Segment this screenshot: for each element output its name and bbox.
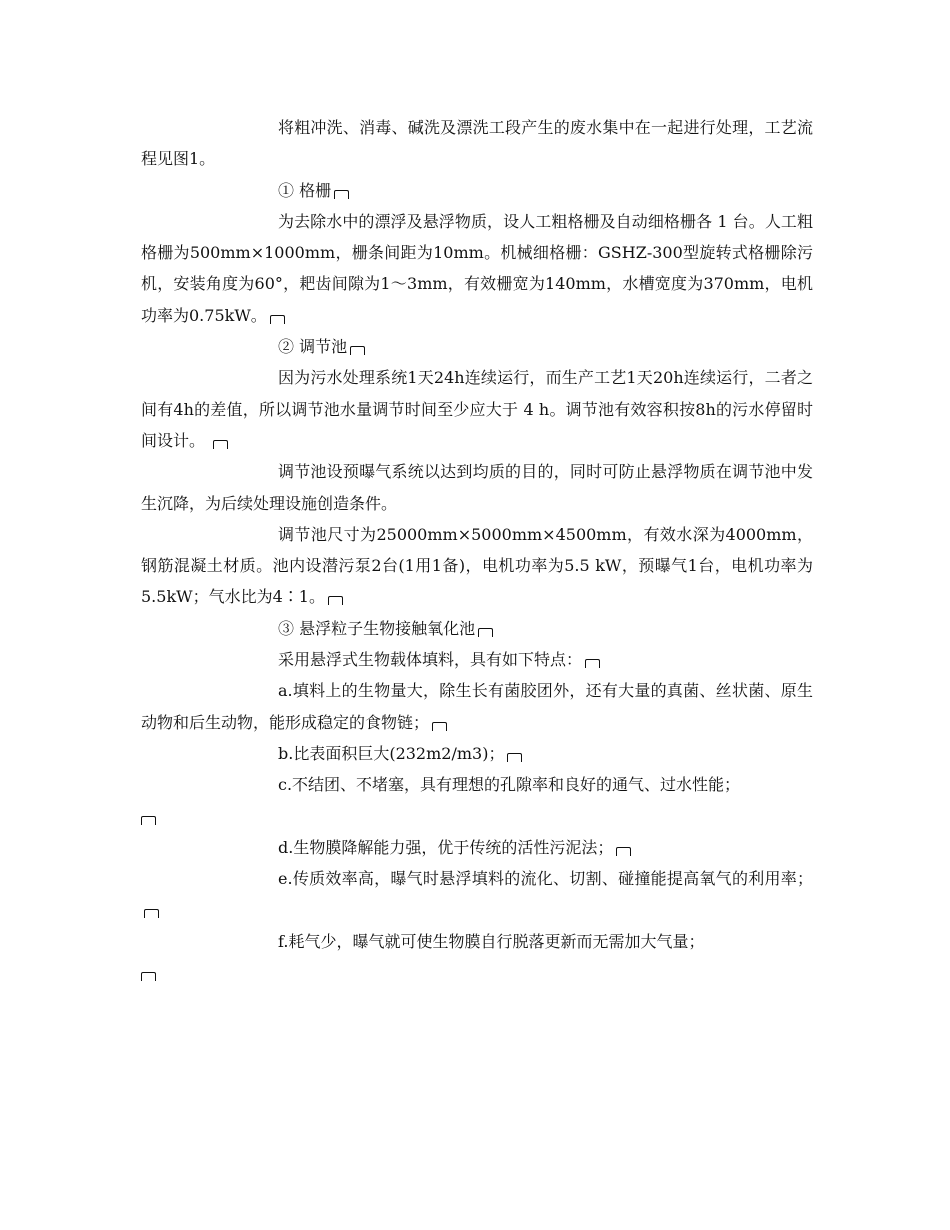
paragraph-mark-icon bbox=[141, 816, 156, 825]
paragraph-mark-icon bbox=[213, 440, 228, 449]
paragraph-mark-icon bbox=[616, 847, 631, 856]
list-item-f: f.耗气少，曝气就可使生物膜自行脱落更新而无需加大气量； bbox=[278, 931, 705, 951]
paragraph-mark-line bbox=[141, 801, 813, 832]
heading-regulating-tank: ② 调节池 bbox=[141, 331, 813, 362]
paragraph-tank-2: 调节池设预曝气系统以达到均质的目的，同时可防止悬浮物质在调节池中发生沉降，为后续处理设施创造条件。 bbox=[141, 462, 813, 513]
document-page bbox=[141, 112, 813, 988]
paragraph-mark-icon bbox=[350, 346, 365, 355]
list-item-e: e.传质效率高，曝气时悬浮填料的流化、切割、碰撞能提高氧气的利用率； bbox=[141, 863, 813, 926]
list-item-b: b.比表面积巨大(232m2/m3)； bbox=[141, 738, 813, 769]
paragraph-tank-1: 因为污水处理系统1天24h连续运行，而生产工艺1天20h连续运行，二者之间有4h的差值，所以调节池水量调节时间至少应大于 4 h。调节池有效容积按8h的污水停留时间设计。 bbox=[141, 368, 813, 450]
paragraph-tank-3: 调节池尺寸为25000mm×5000mm×4500mm，有效水深为4000mm，钢筋混凝土材质。池内设潜污泵2台(1用1备)，电机功率为5.5 kW，预曝气1台，电机功率为5.5kW；气水比为4∶1。 bbox=[141, 524, 813, 607]
paragraph-mark-icon bbox=[585, 659, 600, 668]
paragraph-grille: 为去除水中的漂浮及悬浮物质，设人工粗格栅及自动细格栅各 1 台。人工粗格栅为500mm×1000mm，栅条间距为10mm。机械细格栅：GSHZ-300型旋转式格栅除污机，安装角度为60°，耙齿间隙为1～3mm，有效栅宽为140mm，水槽宽度为370mm，电机功率为0.75kW。 bbox=[141, 211, 813, 325]
paragraph-mark-icon bbox=[478, 628, 493, 637]
list-item-d: d.生物膜降解能力强，优于传统的活性污泥法； bbox=[141, 832, 813, 863]
paragraph-mark-icon bbox=[270, 315, 285, 324]
paragraph-mark-line bbox=[141, 957, 813, 988]
heading-grille: ① 格栅 bbox=[141, 175, 813, 206]
paragraph-mark-icon bbox=[432, 722, 447, 731]
paragraph-intro: 将粗冲洗、消毒、碱洗及漂洗工段产生的废水集中在一起进行处理，工艺流程见图1。 bbox=[141, 118, 813, 169]
list-item-a: a.填料上的生物量大，除生长有菌胶团外，还有大量的真菌、丝状菌、原生动物和后生动物，能形成稳定的食物链； bbox=[141, 681, 813, 732]
paragraph-mark-icon bbox=[144, 909, 159, 918]
heading-bio-oxidation-tank: ③ 悬浮粒子生物接触氧化池 bbox=[141, 613, 813, 644]
paragraph-bio-intro: 采用悬浮式生物载体填料，具有如下特点： bbox=[141, 644, 813, 675]
list-item-c: c.不结团、不堵塞，具有理想的孔隙率和良好的通气、过水性能； bbox=[278, 775, 741, 795]
paragraph-mark-icon bbox=[328, 596, 343, 605]
paragraph-mark-icon bbox=[507, 753, 522, 762]
paragraph-mark-icon bbox=[334, 190, 349, 199]
paragraph-mark-icon bbox=[141, 972, 156, 981]
